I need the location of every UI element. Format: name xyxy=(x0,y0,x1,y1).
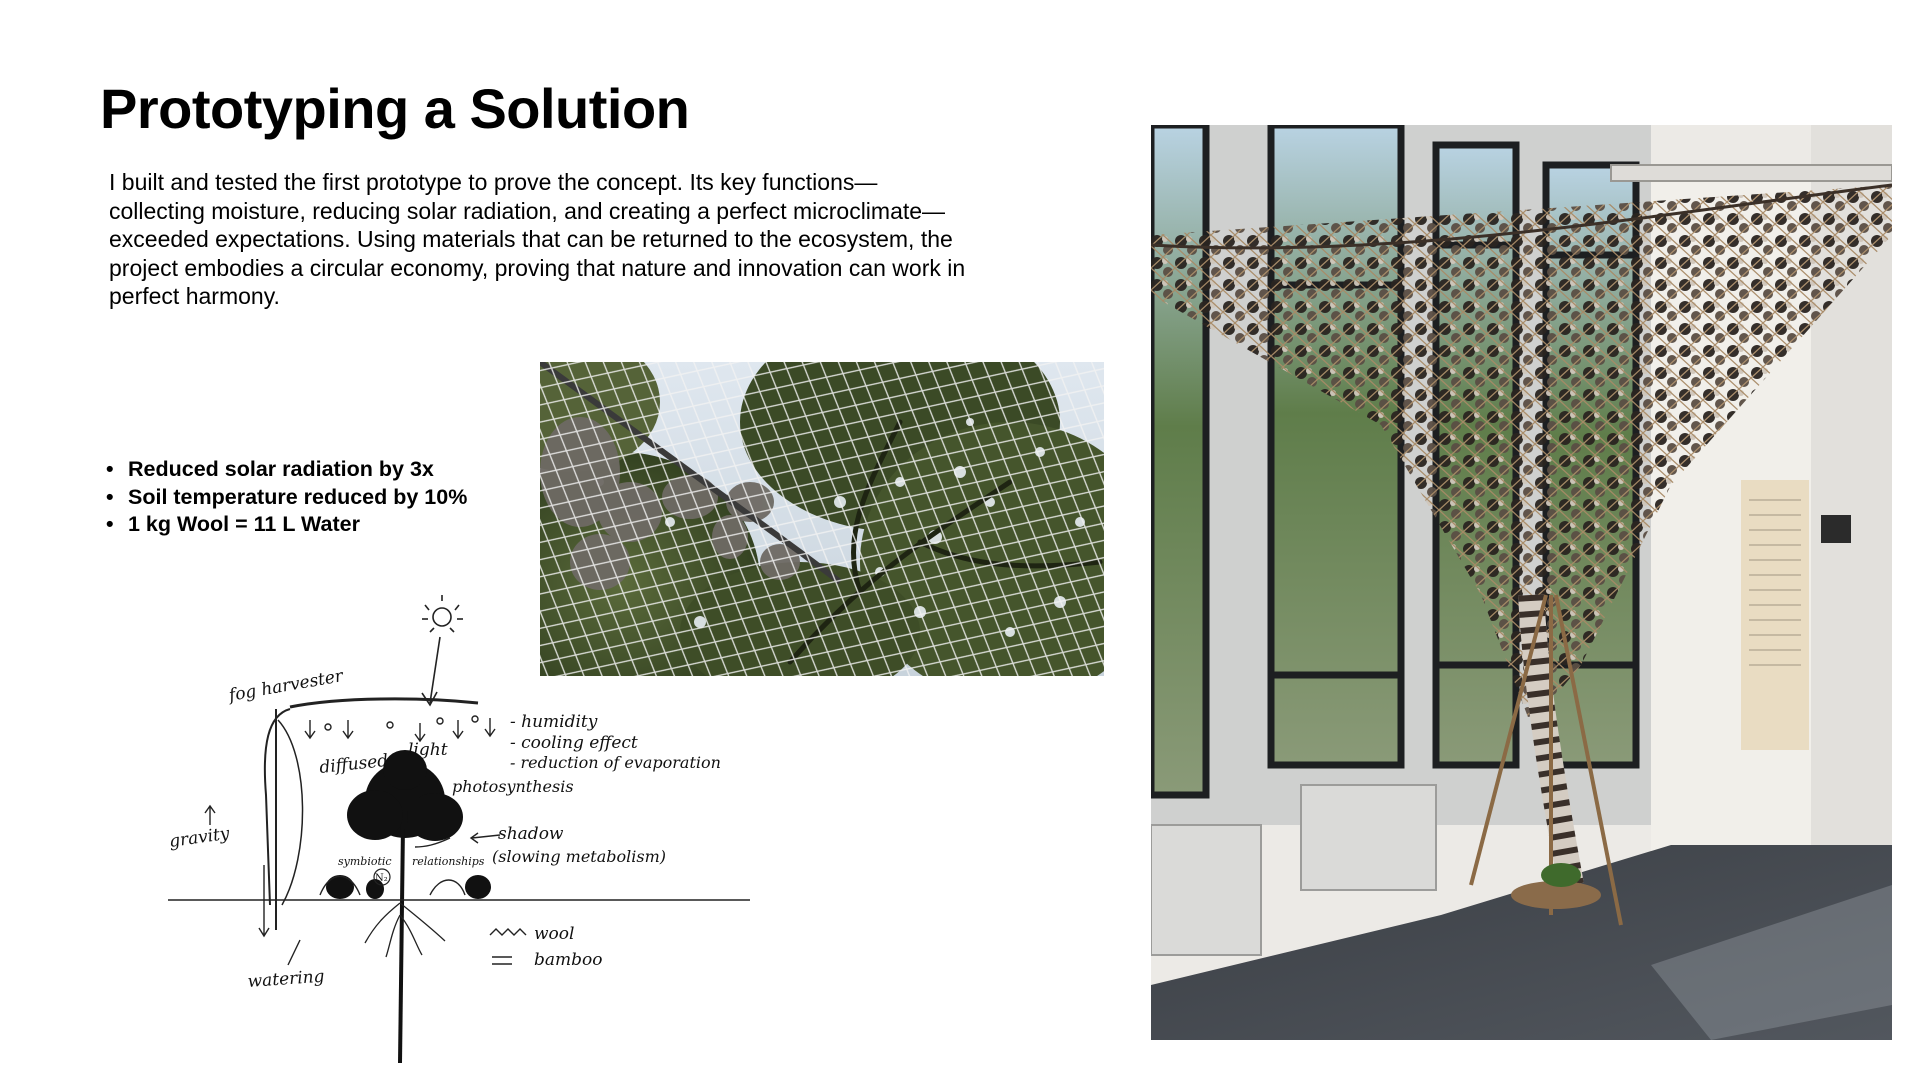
slide-body-text: I built and tested the first prototype to prove the concept. Its key functions—collecting moisture, reducing solar radiation, and creating a perfect microclimate—exceeded expectations. Using materials that can be returned to the ecosystem, the project embodies a circular economy, proving that nature and innovation can work in perfect harmony. xyxy=(109,169,966,309)
sketch-label-gravity: gravity xyxy=(167,823,231,852)
sketch-label-cooling: - cooling effect xyxy=(510,733,638,753)
sketch-label-evaporation: - reduction of evaporation xyxy=(510,753,721,772)
sun-icon xyxy=(422,595,463,705)
sketch-label-fog-harvester: fog harvester xyxy=(227,666,345,706)
sketch-label-watering: watering xyxy=(246,966,326,992)
sketch-label-diffused: diffused xyxy=(318,750,390,778)
sketch-label-wool: wool xyxy=(534,924,575,944)
sketch-label-slowing: (slowing metabolism) xyxy=(492,847,666,866)
bullet-item: • 1 kg Wool = 11 L Water xyxy=(104,511,467,539)
sketch-label-relationships: relationships xyxy=(412,855,485,868)
slide-title: Prototyping a Solution xyxy=(100,77,690,140)
sketch-label-photosynthesis: photosynthesis xyxy=(452,777,574,796)
bullet-item: • Soil temperature reduced by 10% xyxy=(104,484,467,512)
sketch-label-humidity: - humidity xyxy=(510,712,598,732)
installation-room-photo xyxy=(1151,125,1892,1040)
sketch-label-symbiotic: symbiotic xyxy=(338,855,392,868)
concept-sketch xyxy=(160,585,760,1065)
sketch-label-n2: N₂ xyxy=(375,873,388,884)
sketch-label-bamboo: bamboo xyxy=(534,950,603,970)
key-results-list xyxy=(104,456,467,539)
sketch-label-shadow: shadow xyxy=(498,824,564,844)
bullet-item: • Reduced solar radiation by 3x xyxy=(104,456,467,484)
sketch-label-light: light xyxy=(408,740,448,760)
